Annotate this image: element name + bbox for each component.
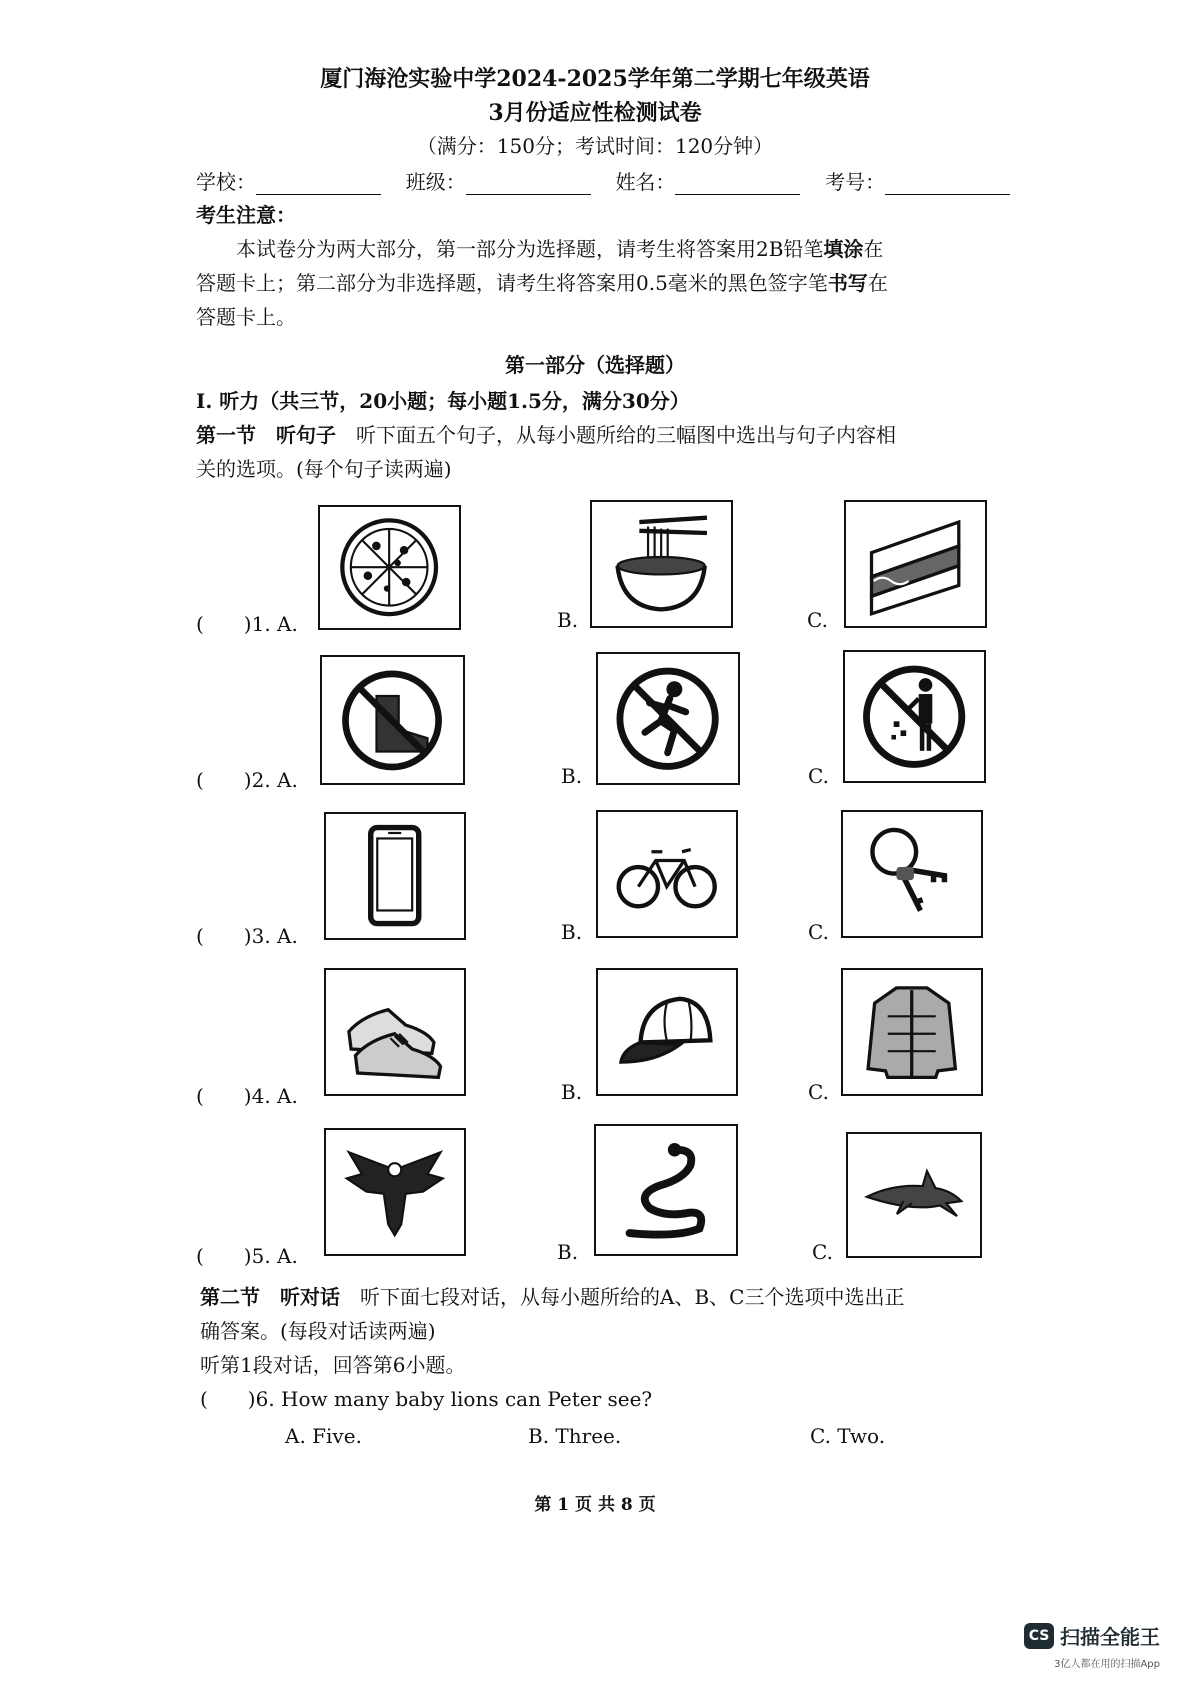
q6-option-b[interactable]: B. Three.: [528, 1424, 622, 1448]
sneakers-picture[interactable]: [324, 968, 466, 1096]
q2-label: ( )2. A.: [196, 768, 298, 792]
q5-option-b: B.: [557, 1240, 579, 1264]
school-label: 学校：: [196, 170, 256, 194]
q4-label: ( )4. A.: [196, 1084, 298, 1108]
noodles-icon: [600, 509, 722, 618]
notice-fill: 填涂: [823, 237, 864, 261]
q6-question: ( )6. How many baby lions can Peter see?: [200, 1387, 653, 1411]
no-boots-icon: [330, 665, 454, 776]
cap-icon: [606, 977, 727, 1086]
eagle-picture[interactable]: [324, 1128, 466, 1256]
q6-option-c[interactable]: C. Two.: [810, 1424, 886, 1448]
listening-heading: I. 听力（共三节，20小题；每小题1.5分，满分30分）: [196, 389, 690, 413]
q1-option-b: B.: [557, 608, 579, 632]
cap-picture[interactable]: [596, 968, 738, 1096]
section1-intro: [196, 418, 1006, 486]
notice-text-1: 本试卷分为两大部分，第一部分为选择题，请考生将答案用2B铅笔: [236, 237, 824, 261]
class-label: 班级：: [405, 170, 466, 194]
q1-option-c: C.: [807, 608, 828, 632]
page-footer: 第 1 页 共 8 页: [534, 1495, 656, 1515]
notice-body: [196, 232, 1006, 334]
part-one-title: 第一部分（选择题）: [505, 353, 685, 377]
noodles-picture[interactable]: [590, 500, 733, 628]
sandwich-picture[interactable]: [844, 500, 987, 628]
sneakers-icon: [334, 977, 455, 1086]
section2-intro: [200, 1280, 1010, 1416]
scanner-watermark: [1024, 1621, 1160, 1650]
exam-title: 厦门海沧实验中学2024-2025学年第二学期七年级英语: [320, 66, 870, 92]
notice-text-3: 答题卡上；第二部分为非选择题，请考生将答案用0.5毫米的黑色签字笔: [196, 271, 828, 295]
phone-icon: [334, 821, 455, 930]
q5-option-c: C.: [812, 1240, 833, 1264]
q1-label: ( )1. A.: [196, 612, 298, 636]
bicycle-picture[interactable]: [596, 810, 738, 938]
name-blank[interactable]: [675, 174, 800, 195]
keys-picture[interactable]: [841, 810, 983, 938]
no-boots-picture[interactable]: [320, 655, 465, 785]
info-fields: [196, 166, 1010, 195]
notice-text-2: 在: [863, 237, 884, 261]
snake-picture[interactable]: [594, 1124, 738, 1256]
q3-option-c: C.: [808, 920, 829, 944]
q3-label: ( )3. A.: [196, 924, 298, 948]
q4-option-b: B.: [561, 1080, 583, 1104]
notice-heading: 考生注意：: [196, 203, 296, 227]
section1-text: 听下面五个句子，从每小题所给的三幅图中选出与句子内容相: [356, 423, 896, 447]
snake-icon: [604, 1134, 727, 1247]
phone-picture[interactable]: [324, 812, 466, 940]
name-label: 姓名：: [615, 170, 676, 194]
keys-icon: [851, 819, 972, 928]
dialog1-instruction: 听第1段对话，回答第6小题。: [200, 1353, 466, 1377]
jacket-picture[interactable]: [841, 968, 983, 1096]
notice-text-4: 在: [867, 271, 888, 295]
notice-write: 书写: [827, 271, 868, 295]
notice-text-5: 答题卡上。: [196, 305, 296, 329]
no-littering-icon: [853, 660, 975, 774]
section2-text2: 确答案。(每段对话读两遍): [200, 1319, 436, 1343]
score-time: （满分：150分；考试时间：120分钟）: [416, 134, 774, 158]
scanner-badge: CS: [1024, 1623, 1054, 1649]
q4-option-c: C.: [808, 1080, 829, 1104]
no-littering-picture[interactable]: [843, 650, 986, 783]
eagle-icon: [334, 1137, 455, 1246]
scanner-tagline: 3亿人都在用的扫描App: [1054, 1659, 1160, 1670]
no-running-icon: [606, 662, 729, 776]
exam-subtitle: 3月份适应性检测试卷: [488, 100, 702, 126]
q5-label: ( )5. A.: [196, 1244, 298, 1268]
exam-no-blank[interactable]: [885, 174, 1010, 195]
no-running-picture[interactable]: [596, 652, 740, 785]
sandwich-icon: [854, 509, 976, 618]
q3-option-b: B.: [561, 920, 583, 944]
q2-option-c: C.: [808, 764, 829, 788]
school-blank[interactable]: [256, 174, 381, 195]
jacket-icon: [851, 977, 972, 1086]
section1-text2: 关的选项。(每个句子读两遍): [196, 457, 452, 481]
shark-icon: [856, 1141, 972, 1248]
q2-option-b: B.: [561, 764, 583, 788]
bicycle-icon: [606, 819, 727, 928]
section1-label: 第一节 听句子: [196, 423, 336, 447]
exam-no-label: 考号：: [825, 170, 886, 194]
class-blank[interactable]: [466, 174, 591, 195]
section2-text: 听下面七段对话，从每小题所给的A、B、C三个选项中选出正: [360, 1285, 905, 1309]
q6-option-a[interactable]: A. Five.: [285, 1424, 362, 1448]
scanner-name: 扫描全能王: [1060, 1625, 1160, 1649]
pizza-picture[interactable]: [318, 505, 461, 630]
section2-label: 第二节 听对话: [200, 1285, 340, 1309]
pizza-icon: [328, 514, 450, 620]
shark-picture[interactable]: [846, 1132, 982, 1258]
